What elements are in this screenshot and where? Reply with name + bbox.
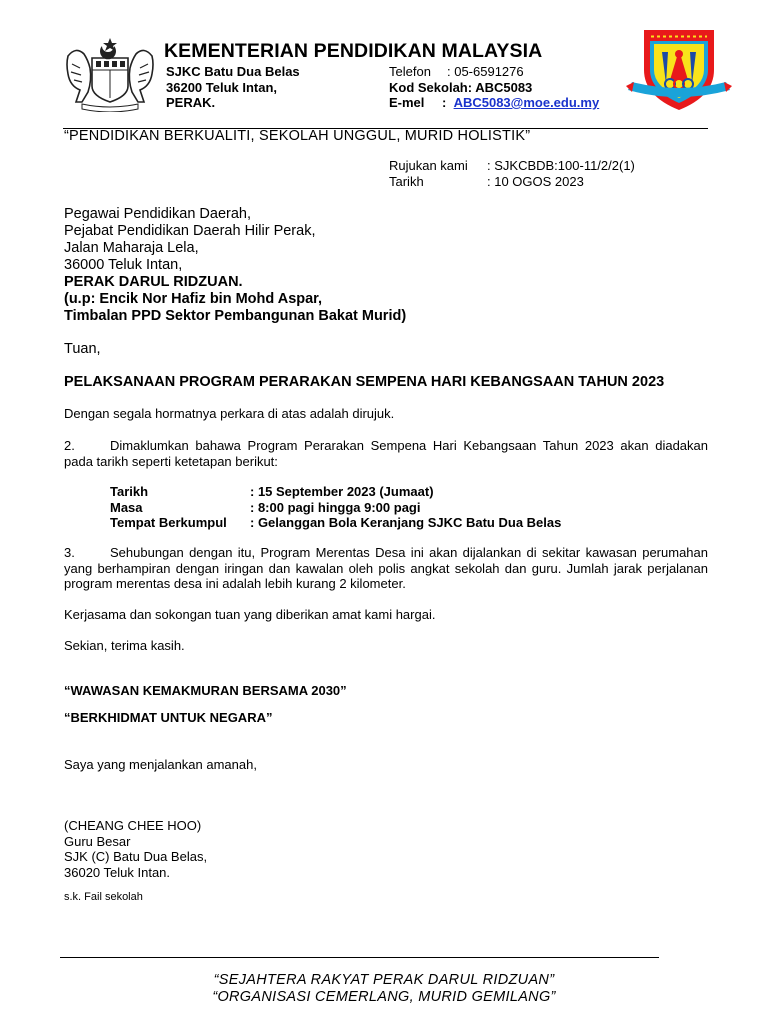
paragraph-3 <box>64 545 708 592</box>
signatory-address: 36020 Teluk Intan. <box>64 864 171 880</box>
event-details <box>110 484 561 531</box>
recipient-line: 36000 Teluk Intan, <box>64 257 183 273</box>
malaysia-coat-of-arms-icon <box>62 36 158 112</box>
reference-label: Rujukan kami <box>389 158 468 173</box>
footer-divider <box>60 957 659 958</box>
slogan-berkhidmat: “BERKHIDMAT UNTUK NEGARA” <box>64 710 273 725</box>
signatory-title: Guru Besar <box>64 833 131 849</box>
phone-value: : 05-6591276 <box>447 64 524 79</box>
school-motto: “PENDIDIKAN BERKUALITI, SEKOLAH UNGGUL, MURID HOLISTIK” <box>64 128 531 144</box>
recipient-line: Pegawai Pendidikan Daerah, <box>64 206 252 222</box>
detail-value: : 8:00 pagi hingga 9:00 pagi <box>250 499 421 515</box>
paragraph-number: 3. <box>64 545 75 560</box>
reference-value: : SJKCBDB:100-11/2/2(1) <box>487 158 635 173</box>
signatory-school: SJK (C) Batu Dua Belas, <box>64 849 208 864</box>
detail-label: Masa <box>110 499 143 515</box>
salutation: Tuan, <box>64 341 101 357</box>
detail-label: Tarikh <box>110 484 149 499</box>
date-label: Tarikh <box>389 173 424 189</box>
school-contact <box>389 64 599 111</box>
email-separator: : <box>442 95 447 110</box>
letter-subject: PELAKSANAAN PROGRAM PERARAKAN SEMPENA HARI KEBANGSAAN TAHUN 2023 <box>64 374 665 390</box>
recipient-line: Jalan Maharaja Lela, <box>64 240 199 256</box>
reference-block <box>389 158 635 189</box>
paragraph-5: Sekian, terima kasih. <box>64 638 185 653</box>
date-value: : 10 OGOS 2023 <box>487 173 584 189</box>
address-line: SJKC Batu Dua Belas <box>166 64 300 79</box>
email-label: E-mel <box>389 95 425 110</box>
signatory-name: (CHEANG CHEE HOO) <box>64 818 202 833</box>
email-link[interactable]: ABC5083@moe.edu.my <box>453 95 600 110</box>
paragraph-4: Kerjasama dan sokongan tuan yang diberikan amat kami hargai. <box>64 607 436 622</box>
address-line: 36200 Teluk Intan, <box>166 79 278 95</box>
closing-line: Saya yang menjalankan amanah, <box>64 757 257 772</box>
phone-label: Telefon <box>389 64 431 79</box>
signature-block <box>64 818 207 880</box>
recipient-line: Pejabat Pendidikan Daerah Hilir Perak, <box>64 223 316 239</box>
address-line: PERAK. <box>166 95 216 110</box>
footer-line: “ORGANISASI CEMERLANG, MURID GEMILANG” <box>212 989 556 1005</box>
school-address <box>166 64 300 111</box>
paragraph-text: Sehubungan dengan itu, Program Merentas Desa ini akan dijalankan di sekitar kawasan perumahan yang berhampiran dengan iringan dan kawalan oleh polis angkat sekolah dan guru. Jumlah jarak perjalanan program merentas desa ini adalah lebih kurang 2 kilometer. <box>64 545 708 591</box>
footer-line: “SEJAHTERA RAKYAT PERAK DARUL RIDZUAN” <box>213 972 555 988</box>
detail-label: Tempat Berkumpul <box>110 515 227 530</box>
paragraph-2 <box>64 438 708 469</box>
detail-value: : 15 September 2023 (Jumaat) <box>250 484 434 499</box>
detail-value: : Gelanggan Bola Keranjang SJKC Batu Dua Belas <box>250 515 562 530</box>
paragraph-text: Dimaklumkan bahawa Program Perarakan Sempena Hari Kebangsaan Tahun 2023 akan diadakan pada tarikh seperti ketetapan berikut: <box>64 438 708 469</box>
recipient-address <box>64 206 406 325</box>
paragraph-number: 2. <box>64 438 75 453</box>
recipient-line: (u.p: Encik Nor Hafiz bin Mohd Aspar, <box>64 291 323 307</box>
slogan-wawasan: “WAWASAN KEMAKMURAN BERSAMA 2030” <box>64 683 347 698</box>
paragraph-1: Dengan segala hormatnya perkara di atas adalah dirujuk. <box>64 406 395 421</box>
carbon-copy: s.k. Fail sekolah <box>64 891 143 903</box>
recipient-line: Timbalan PPD Sektor Pembangunan Bakat Murid) <box>64 308 407 324</box>
school-code: Kod Sekolah: ABC5083 <box>389 79 533 95</box>
footer-motto <box>0 972 768 1006</box>
recipient-line: PERAK DARUL RIDZUAN. <box>64 274 243 290</box>
school-crest-logo-icon <box>626 24 732 116</box>
ministry-title: KEMENTERIAN PENDIDIKAN MALAYSIA <box>164 40 543 62</box>
